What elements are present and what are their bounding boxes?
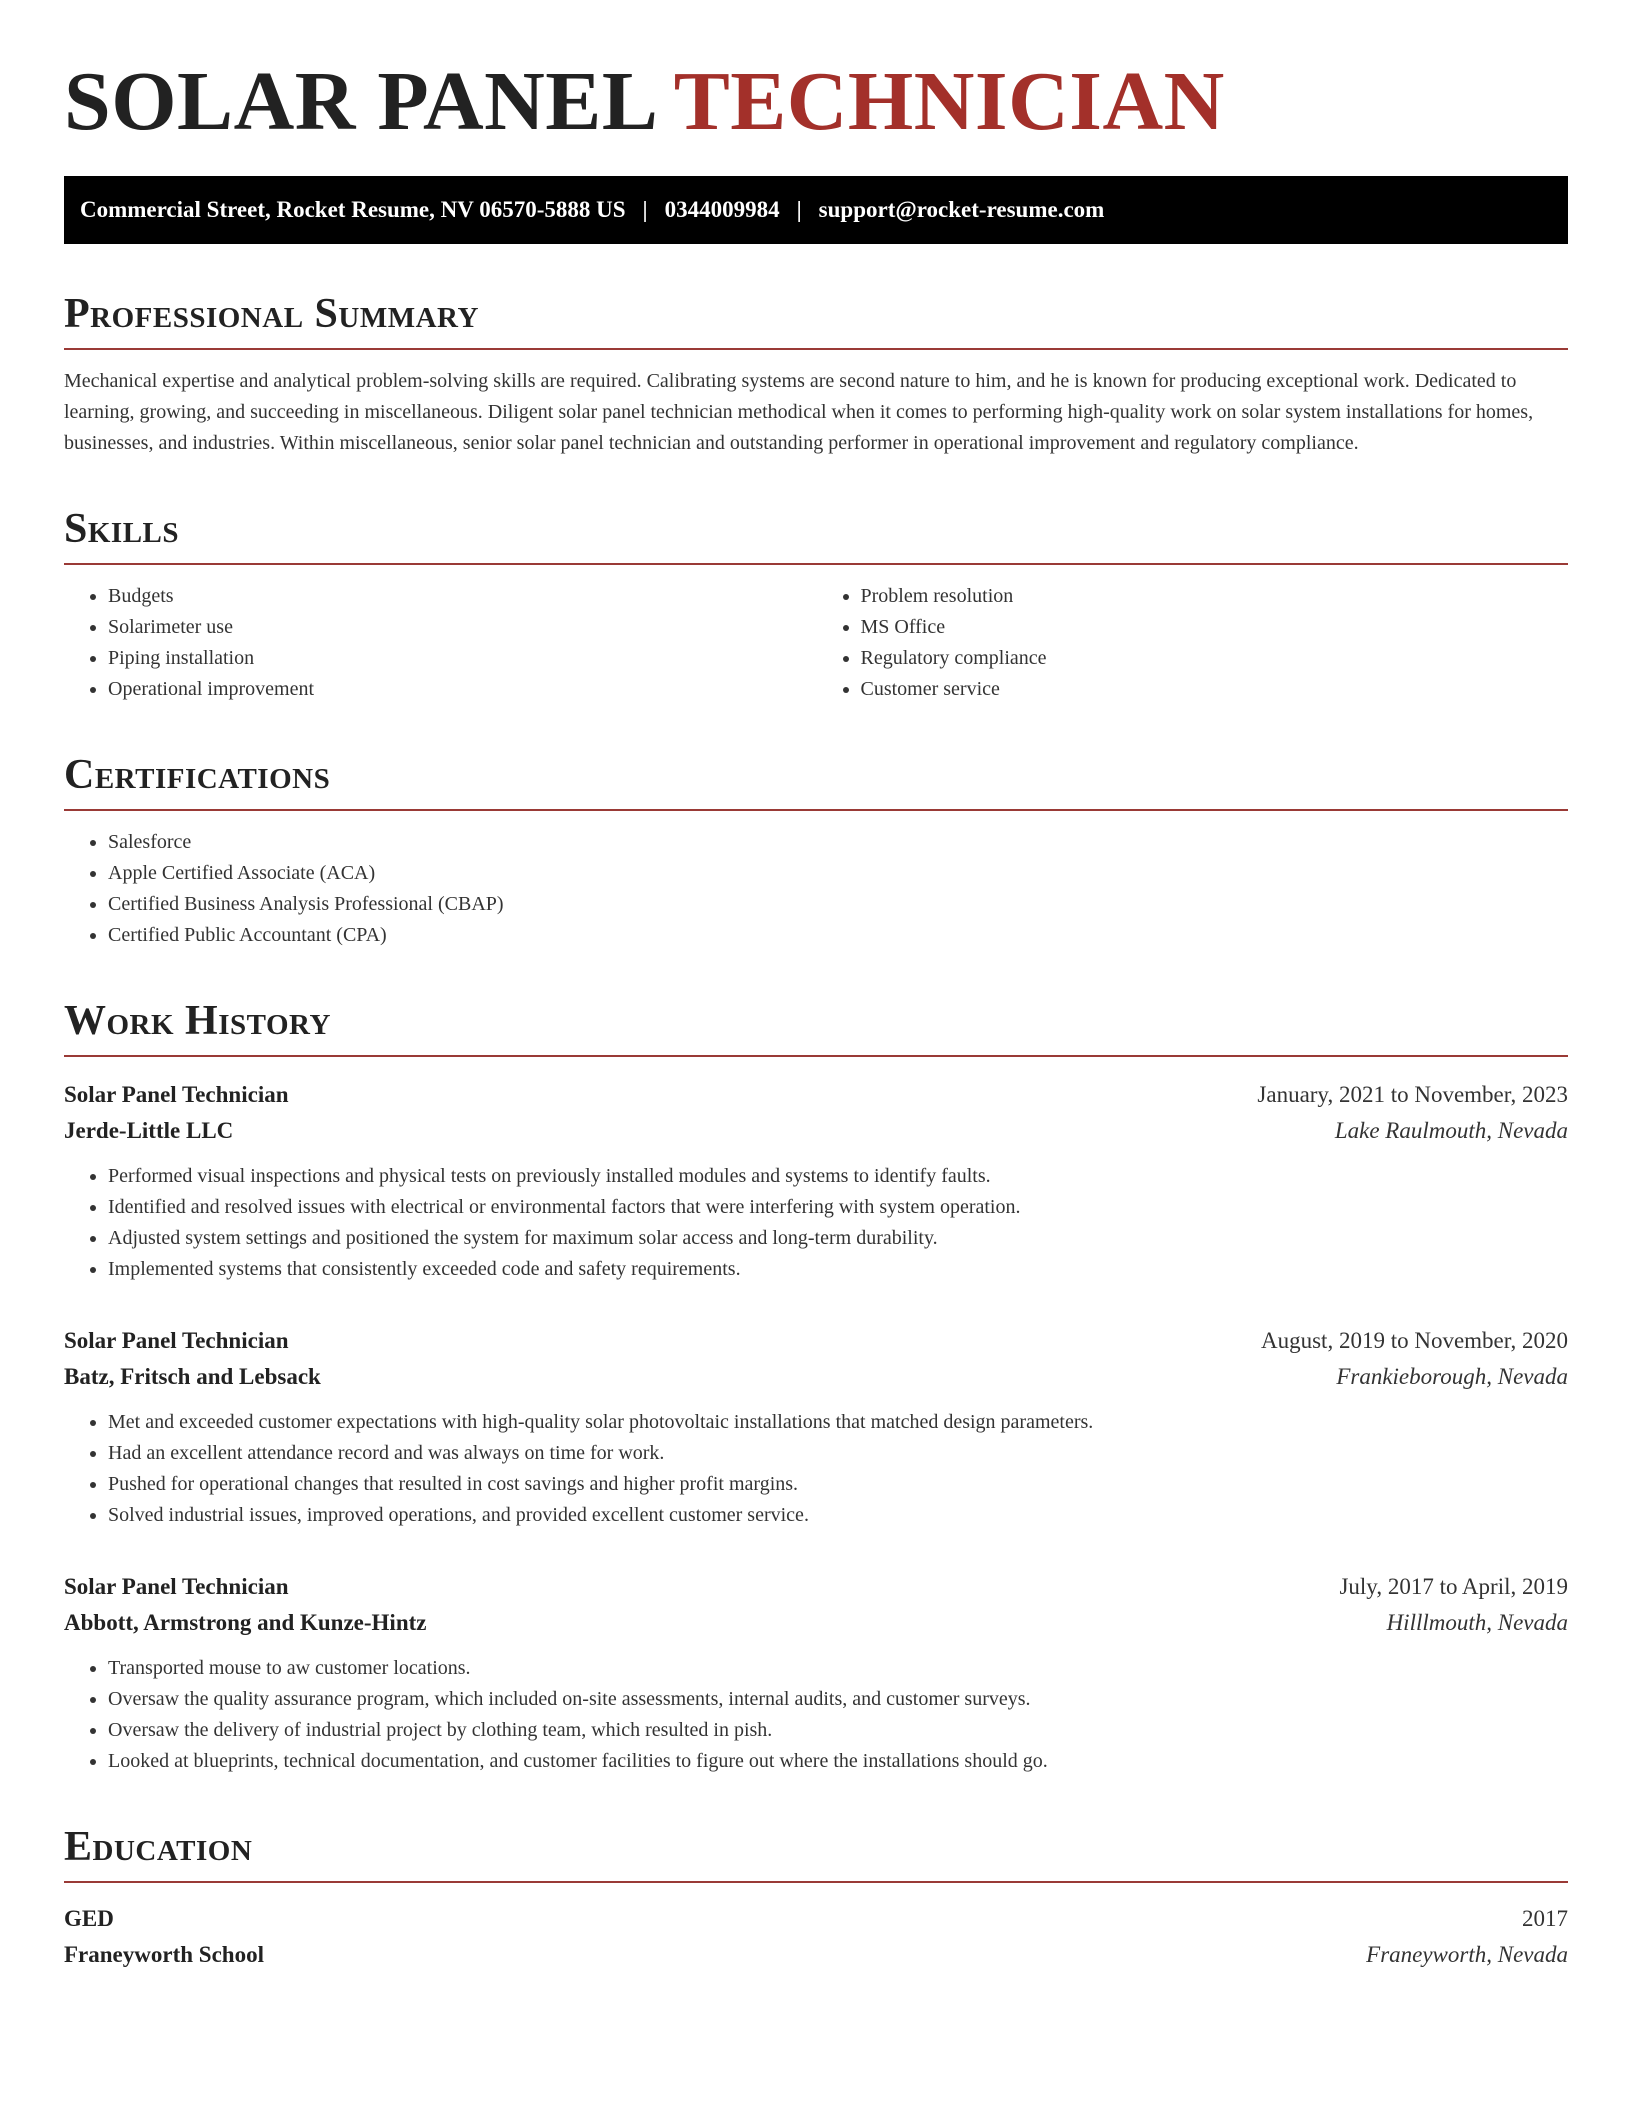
name-first: SOLAR PANEL [64,55,654,148]
contact-email[interactable]: support@rocket-resume.com [818,197,1105,222]
job-company-row [64,1605,1568,1641]
job-bullet: • Solved industrial issues, improved operations, and provided excellent customer service. [108,1500,1568,1531]
contact-separator: | [642,197,648,222]
certification-item: • Certified Public Accountant (CPA) [108,920,1568,951]
certification-item: • Salesforce [108,827,1568,858]
contact-phone: 0344009984 [664,197,780,222]
job-header-row [64,1323,1568,1359]
job-bullet: • Adjusted system settings and positioned the system for maximum solar access and long-term durability. [108,1223,1568,1254]
job-company: Abbott, Armstrong and Kunze-Hintz [64,1610,427,1635]
job-header-row [64,1077,1568,1113]
section-title-work-history: Work History [64,995,1568,1057]
job-bullet: • Pushed for operational changes that resulted in cost savings and higher profit margins. [108,1469,1568,1500]
section-title-education: Education [64,1821,1568,1883]
skill-item: • Budgets [108,581,816,612]
skill-item: • Customer service [861,674,1569,705]
education-year: 2017 [1522,1906,1568,1931]
skills-column-right [816,581,1569,705]
skill-item: • MS Office [861,612,1569,643]
resume-name [64,52,1568,152]
education-degree: GED [64,1906,114,1931]
skill-item: • Regulatory compliance [861,643,1569,674]
job-header-row [64,1569,1568,1605]
summary-text: Mechanical expertise and analytical problem-solving skills are required. Calibrating systems are second nature to him, and he is known for producing exceptional work. Dedicated to learning, growing, and succeeding in miscellaneous. Diligent solar panel technician methodical when it comes to performing high-quality work on solar system installations for homes, businesses, and industries. Within miscellaneous, senior solar panel technician and outstanding performer in operational improvement and regulatory compliance. [64,370,1534,454]
contact-address: Commercial Street, Rocket Resume, NV 06570-5888 US [80,197,626,222]
section-title-summary: Professional Summary [64,288,1568,350]
job-bullets [64,1653,1568,1777]
job-bullet: • Performed visual inspections and physical tests on previously installed modules and systems to identify faults. [108,1161,1568,1192]
job-bullet: • Transported mouse to aw customer locations. [108,1653,1568,1684]
education-degree-row [64,1901,1568,1937]
certification-item: • Certified Business Analysis Professional (CBAP) [108,889,1568,920]
name-last: TECHNICIAN [673,55,1225,148]
job-location: Lake Raulmouth, Nevada [1334,1118,1568,1143]
job-company-row [64,1113,1568,1149]
job-entry [64,1569,1568,1777]
job-company-row [64,1359,1568,1395]
job-bullet: • Looked at blueprints, technical documentation, and customer facilities to figure out where the installations should go. [108,1746,1568,1777]
education-entry [64,1901,1568,1973]
job-title: Solar Panel Technician [64,1082,289,1107]
job-bullet: • Identified and resolved issues with electrical or environmental factors that were interfering with system operation. [108,1192,1568,1223]
contact-bar [64,176,1568,244]
education-school-row [64,1937,1568,1973]
education-school: Franeyworth School [64,1942,264,1967]
job-title: Solar Panel Technician [64,1574,289,1599]
skill-item: • Problem resolution [861,581,1569,612]
certification-item: • Apple Certified Associate (ACA) [108,858,1568,889]
job-bullet: • Implemented systems that consistently exceeded code and safety requirements. [108,1254,1568,1285]
job-entry [64,1077,1568,1285]
job-location: Frankieborough, Nevada [1336,1364,1568,1389]
education-location: Franeyworth, Nevada [1366,1942,1568,1967]
section-title-skills: Skills [64,503,1568,565]
section-title-certifications: Certifications [64,749,1568,811]
certifications-list [64,827,1568,951]
job-company: Batz, Fritsch and Lebsack [64,1364,321,1389]
contact-separator: | [796,197,802,222]
job-location: Hilllmouth, Nevada [1386,1610,1568,1635]
job-title: Solar Panel Technician [64,1328,289,1353]
skill-item: • Solarimeter use [108,612,816,643]
skill-item: • Piping installation [108,643,816,674]
job-bullet: • Oversaw the quality assurance program, which included on-site assessments, internal audits, and customer surveys. [108,1684,1568,1715]
job-bullet: • Met and exceeded customer expectations with high-quality solar photovoltaic installations that matched design parameters. [108,1407,1568,1438]
job-bullets [64,1407,1568,1531]
job-dates: August, 2019 to November, 2020 [1261,1328,1568,1353]
job-bullet: • Had an excellent attendance record and was always on time for work. [108,1438,1568,1469]
skills-list [64,565,1568,705]
job-bullet: • Oversaw the delivery of industrial project by clothing team, which resulted in pish. [108,1715,1568,1746]
job-bullets [64,1161,1568,1285]
skill-item: • Operational improvement [108,674,816,705]
skills-column-left [64,581,816,705]
job-dates: July, 2017 to April, 2019 [1339,1574,1568,1599]
job-company: Jerde-Little LLC [64,1118,234,1143]
job-entry [64,1323,1568,1531]
job-dates: January, 2021 to November, 2023 [1257,1082,1568,1107]
